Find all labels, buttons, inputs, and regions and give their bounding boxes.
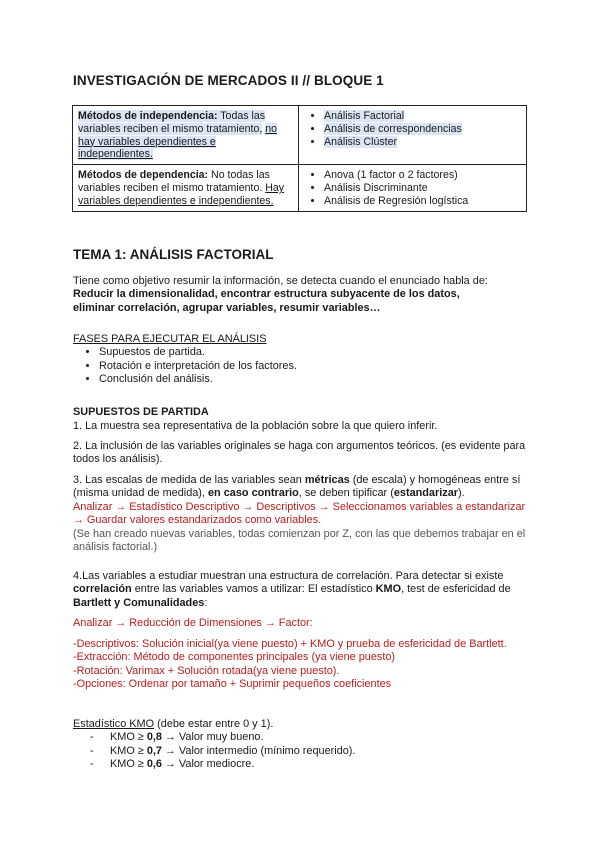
table-row bbox=[73, 165, 527, 211]
list-item: • Análisis Factorial bbox=[324, 110, 521, 123]
list-item: - KMO ≥ 0,7 → Valor intermedio (mínimo requerido). bbox=[90, 745, 528, 758]
list-item: • Análisis Discriminante bbox=[324, 182, 521, 195]
list-item: -Opciones: Ordenar por tamaño + Suprimir pequeños coeficientes bbox=[73, 678, 392, 691]
kmo-section: Estadístico KMO (debe estar entre 0 y 1). - KMO ≥ 0,8 → Valor muy bueno. - KMO ≥ 0,7 → Valor intermedio (mínimo requerido). - KMO ≥ 0,6 → Valor mediocre. bbox=[73, 718, 528, 772]
supuesto-4: 4.Las variables a estudiar muestran una estructura de correlación. Para detectar si existe correlación entre las variables vamos a utilizar: El estadístico KMO, test de esfericidad de Bartlett y Comunalidades: bbox=[73, 570, 511, 609]
kmo-heading: Estadístico KMO bbox=[73, 718, 155, 730]
note-variables-z: (Se han creado nuevas variables, todas comienzan por Z, con las que debemos trabajar en el análisis factorial.) bbox=[73, 527, 526, 554]
list-item: • Análisis de correspondencias bbox=[324, 123, 521, 136]
tema1-intro bbox=[73, 275, 528, 315]
list-item: • Anova (1 factor o 2 factores) bbox=[324, 169, 521, 182]
intro-keywords: Reducir la dimensionalidad, encontrar estructura subyacente de los datos, eliminar correlación, agrupar variables, resumir variables… bbox=[73, 288, 460, 314]
list-item: -Descriptivos: Solución inicial(ya viene puesto) + KMO y prueba de esfericidad de Bartlett. bbox=[73, 638, 507, 650]
independence-note: no hay variables dependientes e independientes. bbox=[78, 122, 278, 161]
dependence-description-cell bbox=[73, 165, 299, 211]
independence-text: Todas las variables reciben el mismo tratamiento, bbox=[78, 110, 266, 135]
spss-path-estandarizar: Analizar → Estadístico Descriptivo → Descriptivos → Seleccionamos variables a estandarizar → Guardar valores estandarizados como variables. bbox=[73, 500, 526, 527]
independence-label: Métodos de independencia: bbox=[78, 110, 218, 122]
intro-text: Tiene como objetivo resumir la información, se detecta cuando el enunciado habla de: bbox=[73, 275, 488, 287]
list-item: • Análisis Clúster bbox=[324, 136, 521, 149]
spss-path-factor: Analizar → Reducción de Dimensiones → Factor: bbox=[73, 617, 313, 629]
table-row bbox=[73, 106, 527, 165]
supuesto-3: 3. Las escalas de medida de las variables sean métricas (de escala) y homogéneas entre sí (misma unidad de medida), en caso contrario, se deben tipificar (estandarizar). Analizar → Estadístico Descriptivo → Descriptivos → Seleccionamos variables a estandarizar → Guardar valores estandarizados como variables. (Se han creado nuevas variables, todas comienzan por Z, con las que debemos trabajar en el análisis factorial.) bbox=[73, 474, 528, 554]
dependence-note: Hay variables dependientes e independientes. bbox=[78, 181, 285, 207]
spss-options bbox=[73, 638, 528, 692]
methods-table bbox=[72, 105, 527, 212]
fases-heading: FASES PARA EJECUTAR EL ANÁLISIS bbox=[73, 333, 267, 345]
page-title: INVESTIGACIÓN DE MERCADOS II // BLOQUE 1 bbox=[73, 73, 384, 88]
section-heading-tema1: TEMA 1: ANÁLISIS FACTORIAL bbox=[73, 247, 274, 262]
dependence-methods-cell bbox=[299, 165, 527, 211]
list-item: - KMO ≥ 0,8 → Valor muy bueno. bbox=[90, 731, 528, 744]
list-item: - KMO ≥ 0,6 → Valor mediocre. bbox=[90, 758, 528, 771]
list-item: • Conclusión del análisis. bbox=[99, 373, 528, 386]
dependence-label: Métodos de dependencia: bbox=[78, 169, 209, 182]
list-item: -Extracción: Método de componentes principales (ya viene puesto) bbox=[73, 651, 396, 664]
independence-description-cell bbox=[73, 106, 299, 165]
supuesto-2: 2. La inclusión de las variables originales se haga con argumentos teóricos. (es evidente para todos los análisis). bbox=[73, 440, 526, 466]
dependence-text: No todas las variables reciben el mismo tratamiento. bbox=[78, 169, 270, 194]
list-item: • Rotación e interpretación de los factores. bbox=[99, 360, 528, 373]
fases-section bbox=[73, 333, 528, 387]
list-item: -Rotación: Varimax + Solución rotada(ya viene puesto). bbox=[73, 664, 340, 677]
supuestos-heading: SUPUESTOS DE PARTIDA bbox=[73, 406, 209, 418]
list-item: • Análisis de Regresión logística bbox=[324, 195, 521, 208]
supuesto-1: 1. La muestra sea representativa de la población sobre la que quiero inferir. bbox=[73, 420, 438, 432]
list-item: • Supuestos de partida. bbox=[99, 346, 528, 359]
independence-methods-cell bbox=[299, 106, 527, 165]
